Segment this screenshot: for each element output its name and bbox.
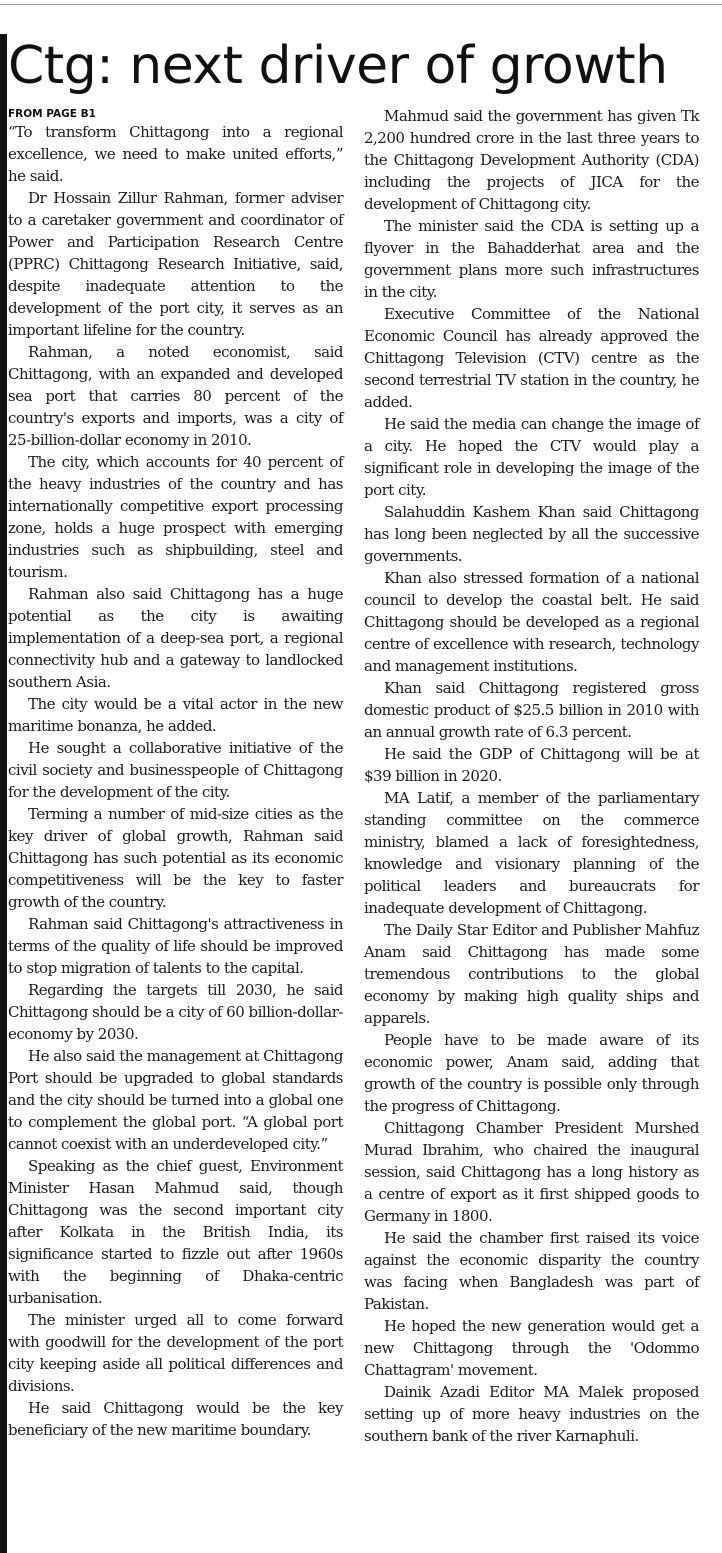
continuation-kicker: FROM PAGE B1 [8,108,96,120]
paragraph: Terming a number of mid-size cities as the key driver of global growth, Rahman said Chittagong has such potential as its economic competitiveness will be the key to faster growth of the country. [8,805,343,911]
paragraph: Dainik Azadi Editor MA Malek proposed setting up of more heavy industries on the southern bank of the river Karnaphuli. [364,1383,699,1445]
paragraph: Khan also stressed formation of a national council to develop the coastal belt. He said Chittagong should be developed as a regional centre of excellence with research, technology and management institutions. [364,569,699,675]
left-margin-bar [0,34,7,1553]
paragraph: The minister said the CDA is setting up a flyover in the Bahadderhat area and the government plans more such infrastructures in the city. [364,217,699,301]
paragraph: Khan said Chittagong registered gross domestic product of $25.5 billion in 2010 with an annual growth rate of 6.3 percent. [364,679,699,741]
paragraph: The Daily Star Editor and Publisher Mahfuz Anam said Chittagong has made some tremendous contributions to the global economy by making high quality ships and apparels. [364,921,699,1027]
paragraph: Mahmud said the government has given Tk 2,200 hundred crore in the last three years to the Chittagong Development Authority (CDA) including the projects of JICA for the development of Chittagong city. [364,107,699,213]
article-column-right [364,105,699,1447]
paragraph: Rahman also said Chittagong has a huge potential as the city is awaiting implementation of a deep-sea port, a regional connectivity hub and a gateway to landlocked southern Asia. [8,585,343,691]
paragraph: He said the media can change the image of a city. He hoped the CTV would play a significant role in developing the image of the port city. [364,415,699,499]
article-column-left [8,121,343,1441]
paragraph: Executive Committee of the National Economic Council has already approved the Chittagong Television (CTV) centre as the second terrestrial TV station in the country, he added. [364,305,699,411]
paragraph: People have to be made aware of its economic power, Anam said, adding that growth of the country is possible only through the progress of Chittagong. [364,1031,699,1115]
paragraph: He hoped the new generation would get a new Chittagong through the 'Odommo Chattagram' movement. [364,1317,699,1379]
paragraph: He said Chittagong would be the key beneficiary of the new maritime boundary. [8,1399,343,1439]
paragraph: Speaking as the chief guest, Environment Minister Hasan Mahmud said, though Chittagong was the second important city after Kolkata in the British India, its significance started to fizzle out after 1960s with the beginning of Dhaka-centric urbanisation. [8,1157,343,1307]
paragraph: Rahman, a noted economist, said Chittagong, with an expanded and developed sea port that carries 80 percent of the country's exports and imports, was a city of 25-billion-dollar economy in 2010. [8,343,343,449]
paragraph: He also said the management at Chittagong Port should be upgraded to global standards and the city should be turned into a global one to complement the global port. “A global port cannot coexist with an underdeveloped city.” [8,1047,343,1153]
paragraph: “To transform Chittagong into a regional excellence, we need to make united efforts,” he said. [8,123,343,185]
paragraph: He said the chamber first raised its voice against the economic disparity the country was facing when Bangladesh was part of Pakistan. [364,1229,699,1313]
paragraph: Salahuddin Kashem Khan said Chittagong has long been neglected by all the successive governments. [364,503,699,565]
paragraph: He sought a collaborative initiative of the civil society and businesspeople of Chittagong for the development of the city. [8,739,343,801]
paragraph: Regarding the targets till 2030, he said Chittagong should be a city of 60 billion-dollar-economy by 2030. [8,981,343,1043]
paragraph: Rahman said Chittagong's attractiveness in terms of the quality of life should be improved to stop migration of talents to the capital. [8,915,343,977]
paragraph: Dr Hossain Zillur Rahman, former adviser to a caretaker government and coordinator of Power and Participation Research Centre (PPRC) Chittagong Research Initiative, said, despite inadequate attention to the development of the port city, it serves as an important lifeline for the country. [8,189,343,339]
paragraph: Chittagong Chamber President Murshed Murad Ibrahim, who chaired the inaugural session, said Chittagong has a long history as a centre of export as it first shipped goods to Germany in 1800. [364,1119,699,1225]
paragraph: He said the GDP of Chittagong will be at $39 billion in 2020. [364,745,699,785]
paragraph: The city, which accounts for 40 percent of the heavy industries of the country and has internationally competitive export processing zone, holds a huge prospect with emerging industries such as shipbuilding, steel and tourism. [8,453,343,581]
paragraph: The minister urged all to come forward with goodwill for the development of the port city keeping aside all political differences and divisions. [8,1311,343,1395]
headline: Ctg: next driver of growth [8,36,668,96]
paragraph: The city would be a vital actor in the new maritime bonanza, he added. [8,695,343,735]
paragraph: MA Latif, a member of the parliamentary standing committee on the commerce ministry, blamed a lack of foresightedness, knowledge and visionary planning of the political leaders and bureaucrats for inadequate development of Chittagong. [364,789,699,917]
top-rule [0,4,722,5]
